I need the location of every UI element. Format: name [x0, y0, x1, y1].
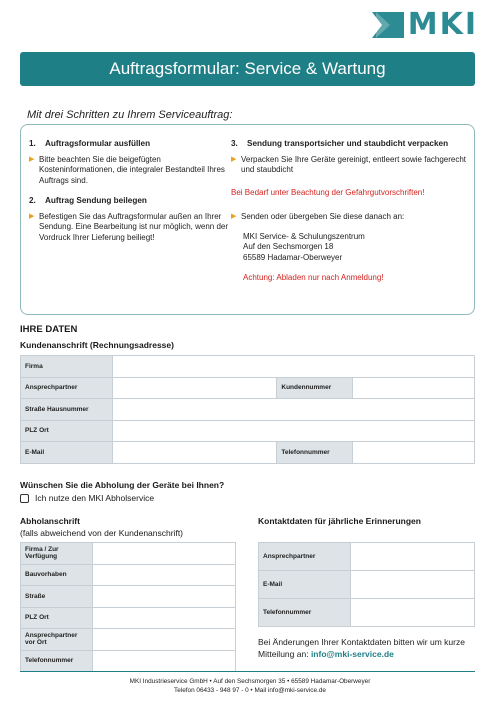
form-row [21, 650, 236, 672]
email-label: E-Mail [21, 442, 113, 464]
pickup-row-label: PLZ Ort [21, 607, 93, 629]
note-text: Bei Änderungen Ihrer Kontaktdaten bitten wir um kurze Mitteilung an: [258, 637, 465, 659]
contact-reminder-form [258, 542, 475, 627]
step-3-heading [231, 139, 471, 150]
customer-number-field[interactable] [353, 377, 475, 399]
step-1-bullet [29, 155, 229, 187]
contact-row-label: Ansprechpartner [259, 543, 351, 571]
step-3-warning-2: Achtung: Abladen nur nach Anmeldung! [243, 273, 384, 282]
contact-row-field[interactable] [350, 571, 474, 599]
section-heading: IHRE DATEN [20, 324, 78, 335]
address-line-3: 65589 Hadamar-Oberweyer [243, 252, 343, 262]
step-2-heading [29, 196, 229, 207]
pickup-row-field[interactable] [92, 586, 235, 608]
pickup-row-label: Telefonnummer [21, 650, 93, 672]
form-row [21, 399, 475, 421]
pickup-row-label: Bauvorhaben [21, 564, 93, 586]
contact-person-label: Ansprechpartner [21, 377, 113, 399]
footer-divider [20, 671, 475, 672]
form-row [21, 420, 475, 442]
form-row [259, 571, 475, 599]
pickup-address-heading: Abholanschrift [20, 516, 80, 526]
mki-logo [372, 7, 478, 42]
step-1-number: 1. [29, 139, 36, 148]
step-1-text: Bitte beachten Sie die beigefügten Kosteninformationen, die integraler Bestandteil Ihres Auftrags sind. [39, 154, 225, 185]
contact-row-label: E-Mail [259, 571, 351, 599]
step-2-bullet [29, 212, 229, 244]
pickup-address-subheading: (falls abweichend von der Kundenanschrift) [20, 528, 184, 538]
form-row [21, 564, 236, 586]
form-row [259, 543, 475, 571]
step-3-text-1: Verpacken Sie Ihre Geräte gereinigt, entleert sowie fachgerecht und staubdicht [241, 154, 467, 174]
phone-label: Telefonnummer [277, 442, 353, 464]
note-email-link[interactable]: info@mki-service.de [310, 649, 394, 659]
step-2-number: 2. [29, 196, 36, 205]
form-row [259, 599, 475, 627]
step-3-warning-1 [231, 188, 471, 199]
page-title: Auftragsformular: Service & Wartung [20, 52, 475, 86]
form-row [21, 586, 236, 608]
step-3-number: 3. [231, 139, 238, 148]
pickup-row-label: Straße [21, 586, 93, 608]
customer-form [20, 355, 475, 464]
contact-row-field[interactable] [350, 599, 474, 627]
pickup-row-field[interactable] [92, 543, 235, 565]
pickup-checkbox-row[interactable] [20, 493, 154, 503]
steps-left-column [29, 139, 229, 243]
logo-text: MKI [407, 7, 478, 42]
step-3-bullet-2 [231, 212, 471, 223]
pickup-row-field[interactable] [92, 629, 235, 651]
form-row [21, 442, 475, 464]
email-field[interactable] [112, 442, 277, 464]
contact-person-field[interactable] [112, 377, 277, 399]
form-row [21, 629, 236, 651]
warning-text: Bei Bedarf unter Beachtung der Gefahrgutvorschriften! [231, 187, 425, 197]
logo-mark-icon [372, 12, 404, 38]
arrow-right-icon: ▶ [231, 155, 237, 163]
pickup-row-field[interactable] [92, 650, 235, 672]
pickup-checkbox[interactable] [20, 494, 29, 503]
form-row [21, 607, 236, 629]
customer-address-heading: Kundenanschrift (Rechnungsadresse) [20, 340, 174, 350]
step-3-title: Sendung transportsicher und staubdicht verpacken [247, 139, 449, 148]
contact-row-label: Telefonnummer [259, 599, 351, 627]
zip-city-field[interactable] [112, 420, 474, 442]
steps-box [20, 124, 475, 315]
street-field[interactable] [112, 399, 474, 421]
pickup-row-field[interactable] [92, 564, 235, 586]
intro-text: Mit drei Schritten zu Ihrem Serviceauftrag: [27, 109, 233, 121]
arrow-right-icon: ▶ [29, 155, 35, 163]
contact-change-note [258, 636, 473, 660]
footer-line-1: MKI Industrieservice GmbH • Auf den Sechsmorgen 35 • 65589 Hadamar-Oberweyer [129, 678, 371, 685]
address-line-2: Auf den Sechsmorgen 18 [243, 242, 334, 251]
pickup-question: Wünschen Sie die Abholung der Geräte bei Ihnen? [20, 480, 225, 490]
firma-field[interactable] [112, 356, 474, 378]
form-row [21, 543, 236, 565]
pickup-checkbox-label: Ich nutze den MKI Abholservice [35, 493, 155, 503]
step-3-text-2: Senden oder übergeben Sie diese danach an: [241, 212, 405, 221]
street-label: Straße Hausnummer [21, 399, 113, 421]
address-line-1: MKI Service- & Schulungszentrum [243, 231, 365, 241]
pickup-row-field[interactable] [92, 607, 235, 629]
step-3-bullet-1 [231, 155, 471, 176]
step-1-title: Auftragsformular ausfüllen [45, 139, 151, 148]
footer-line-2: Telefon 06433 - 948 97 - 0 • Mail info@mki-service.de [174, 687, 326, 694]
firma-label: Firma [21, 356, 113, 378]
pickup-row-label: Ansprechpartner vor Ort [21, 629, 93, 651]
zip-city-label: PLZ Ort [21, 420, 113, 442]
phone-field[interactable] [353, 442, 475, 464]
pickup-address-form [20, 542, 236, 672]
service-address [231, 232, 471, 264]
contact-reminder-heading: Kontaktdaten für jährliche Erinnerungen [258, 516, 421, 526]
arrow-right-icon: ▶ [231, 213, 237, 220]
customer-number-label: Kundennummer [277, 377, 353, 399]
step-2-text: Befestigen Sie das Auftragsformular außen an Ihrer Sendung. Eine Bearbeitung ist nur möglich, wenn der Vordruck Ihrer Lieferung beiliegt! [39, 211, 229, 242]
arrow-right-icon: ▶ [29, 212, 35, 220]
step-2-title: Auftrag Sendung beilegen [45, 196, 147, 205]
form-row [21, 377, 475, 399]
step-1-heading [29, 139, 229, 150]
pickup-row-label: Firma / Zur Verfügung [21, 543, 93, 565]
form-row [21, 356, 475, 378]
steps-right-column [231, 139, 471, 284]
contact-row-field[interactable] [350, 543, 474, 571]
